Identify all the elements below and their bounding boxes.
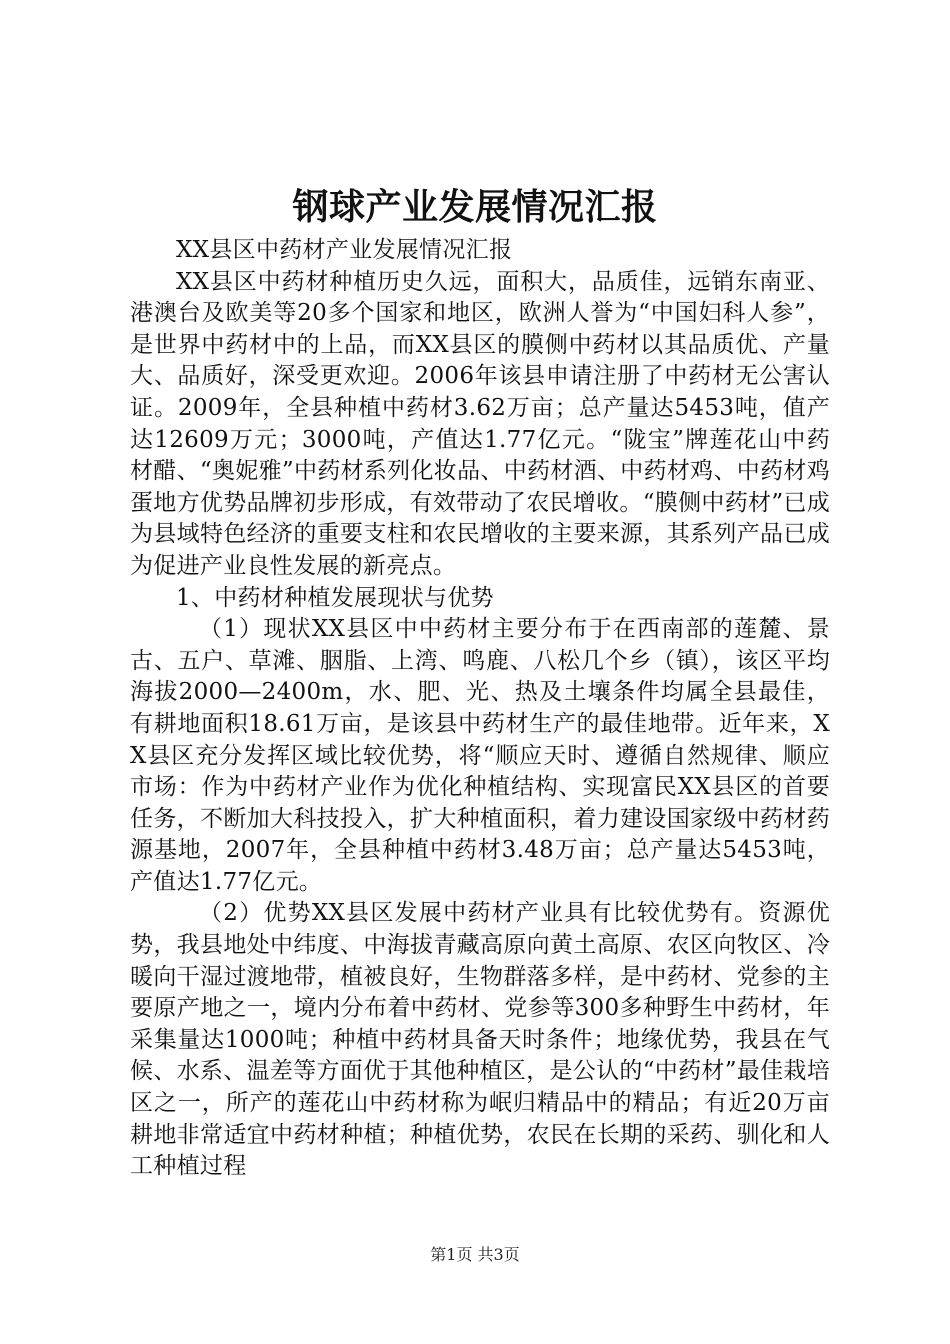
report-subtitle: XX县区中药材产业发展情况汇报 xyxy=(176,237,513,263)
document-body xyxy=(130,235,830,1183)
advantage-paragraph: （2）优势XX县区发展中药材产业具有比较优势有。资源优势，我县地处中纬度、中海拔青藏高原向黄土高原、农区向牧区、冷暖向干湿过渡地带，植被良好，生物群落多样，是中药材、党参的主要原产地之一，境内分布着中药材、党参等300多种野生中药材，年采集量达1000吨；种植中药材具备天时条件；地缘优势，我县在气候、水系、温差等方面优于其他种植区，是公认的“中药材”最佳栽培区之一，所产的莲花山中药材称为岷归精品中的精品；有近20万亩耕地非常适宜中药材种植；种植优势，农民在长期的采药、驯化和人工种植过程 xyxy=(130,900,830,1180)
status-paragraph: （1）现状XX县区中中药材主要分布于在西南部的莲麓、景古、五户、草滩、胭脂、上湾、鸣鹿、八松几个乡（镇），该区平均海拔2000—2400m，水、肥、光、热及土壤条件均属全县最佳，有耕地面积18.61万亩，是该县中药材生产的最佳地带。近年来，XX县区充分发挥区域比较优势，将“顺应天时、遵循自然规律、顺应市场：作为中药材产业作为优化种植结构、实现富民XX县区的首要任务，不断加大科技投入，扩大种植面积，着力建设国家级中药材药源基地，2007年，全县种植中药材3.48万亩；总产量达5453吨，产值达1.77亿元。 xyxy=(130,616,830,895)
document-title: 钢球产业发展情况汇报 xyxy=(292,187,658,228)
intro-paragraph: XX县区中药材种植历史久远，面积大，品质佳，远销东南亚、港澳台及欧美等20多个国家和地区，欧洲人誉为“中国妇科人参”，是世界中药材中的上品，而XX县区的膜侧中药材以其品质优、产量大、品质好，深受更欢迎。2006年该县申请注册了中药材无公害认证。2009年，全县种植中药材3.62万亩；总产量达5453吨，值产达12609万元；3000吨，产值达1.77亿元。“陇宝”牌莲花山中药材醋、“奥妮雅”中药材系列化妆品、中药材酒、中药材鸡、中药材鸡蛋地方优势品牌初步形成，有效带动了农民增收。“膜侧中药材”已成为县域特色经济的重要支柱和农民增收的主要来源，其系列产品已成为促进产业良性发展的新亮点。 xyxy=(130,268,830,579)
page-footer: 第1页 共3页 xyxy=(430,1245,520,1264)
section-heading: 1、中药材种植发展现状与优势 xyxy=(176,584,494,611)
